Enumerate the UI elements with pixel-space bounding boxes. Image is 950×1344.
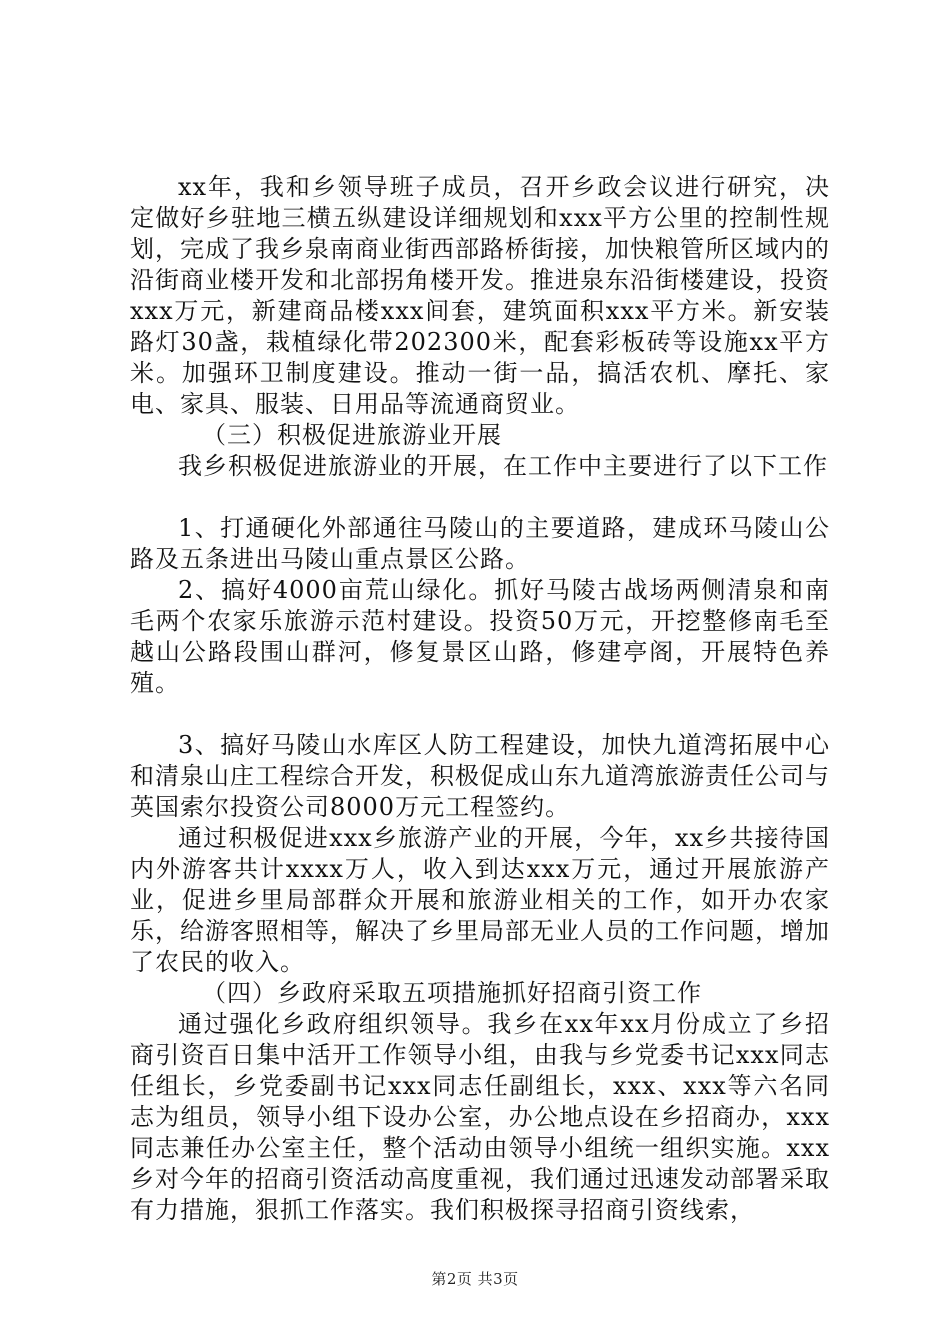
paragraph-investment-organization: 通过强化乡政府组织领导。我乡在xx年xx月份成立了乡招商引资百日集中活开工作领导小组，由我与乡党委书记xxx同志任组长，乡党委副书记xxx同志任副组长，xxx、xxx等六名同志为组员，领导小组下设办公室，办公地点设在乡招商办，xxx同志兼任办公室主任，整个活动由领导小组统一组织实施。xxx乡对今年的招商引资活动高度重视，我们通过迅速发动部署采取有力措施，狠抓工作落实。我们积极探寻招商引资线索， bbox=[130, 1010, 830, 1224]
paragraph-tourism-item-1: 1、打通硬化外部通往马陵山的主要道路，建成环马陵山公路及五条进出马陵山重点景区公路。 bbox=[130, 514, 830, 573]
section-heading-investment: （四）乡政府采取五项措施抓好招商引资工作 bbox=[202, 979, 702, 1007]
paragraph-urban-construction: xx年，我和乡领导班子成员，召开乡政会议进行研究，决定做好乡驻地三横五纵建设详细规划和xxx平方公里的控制性规划，完成了我乡泉南商业街西部路桥街接，加快粮管所区域内的沿街商业楼开发和北部拐角楼开发。推进泉东沿街楼建设，投资xxx万元，新建商品楼xxx间套，建筑面积xxx平方米。新安装路灯30盏，栽植绿化带202300米，配套彩板砖等设施xx平方米。加强环卫制度建设。推动一街一品，搞活农机、摩托、家电、家具、服装、日用品等流通商贸业。 bbox=[130, 173, 830, 418]
page-number-footer: 第2页 共3页 bbox=[431, 1270, 519, 1288]
paragraph-tourism-intro: 我乡积极促进旅游业的开展，在工作中主要进行了以下工作 bbox=[178, 452, 828, 480]
paragraph-tourism-results: 通过积极促进xxx乡旅游产业的开展，今年，xx乡共接待国内外游客共计xxxx万人，收入到达xxx万元，通过开展旅游产业，促进乡里局部群众开展和旅游业相关的工作，如开办农家乐，给游客照相等，解决了乡里局部无业人员的工作问题，增加了农民的收入。 bbox=[130, 824, 830, 976]
section-heading-tourism: （三）积极促进旅游业开展 bbox=[202, 421, 502, 449]
document-body bbox=[130, 172, 830, 1226]
paragraph-tourism-item-3: 3、搞好马陵山水库区人防工程建设，加快九道湾拓展中心和清泉山庄工程综合开发，积极促成山东九道湾旅游责任公司与英国索尔投资公司8000万元工程签约。 bbox=[130, 731, 830, 821]
paragraph-tourism-item-2: 2、搞好4000亩荒山绿化。抓好马陵古战场两侧清泉和南毛两个农家乐旅游示范村建设。投资50万元，开挖整修南毛至越山公路段围山群河，修复景区山路，修建亭阁，开展特色养殖。 bbox=[130, 576, 830, 697]
